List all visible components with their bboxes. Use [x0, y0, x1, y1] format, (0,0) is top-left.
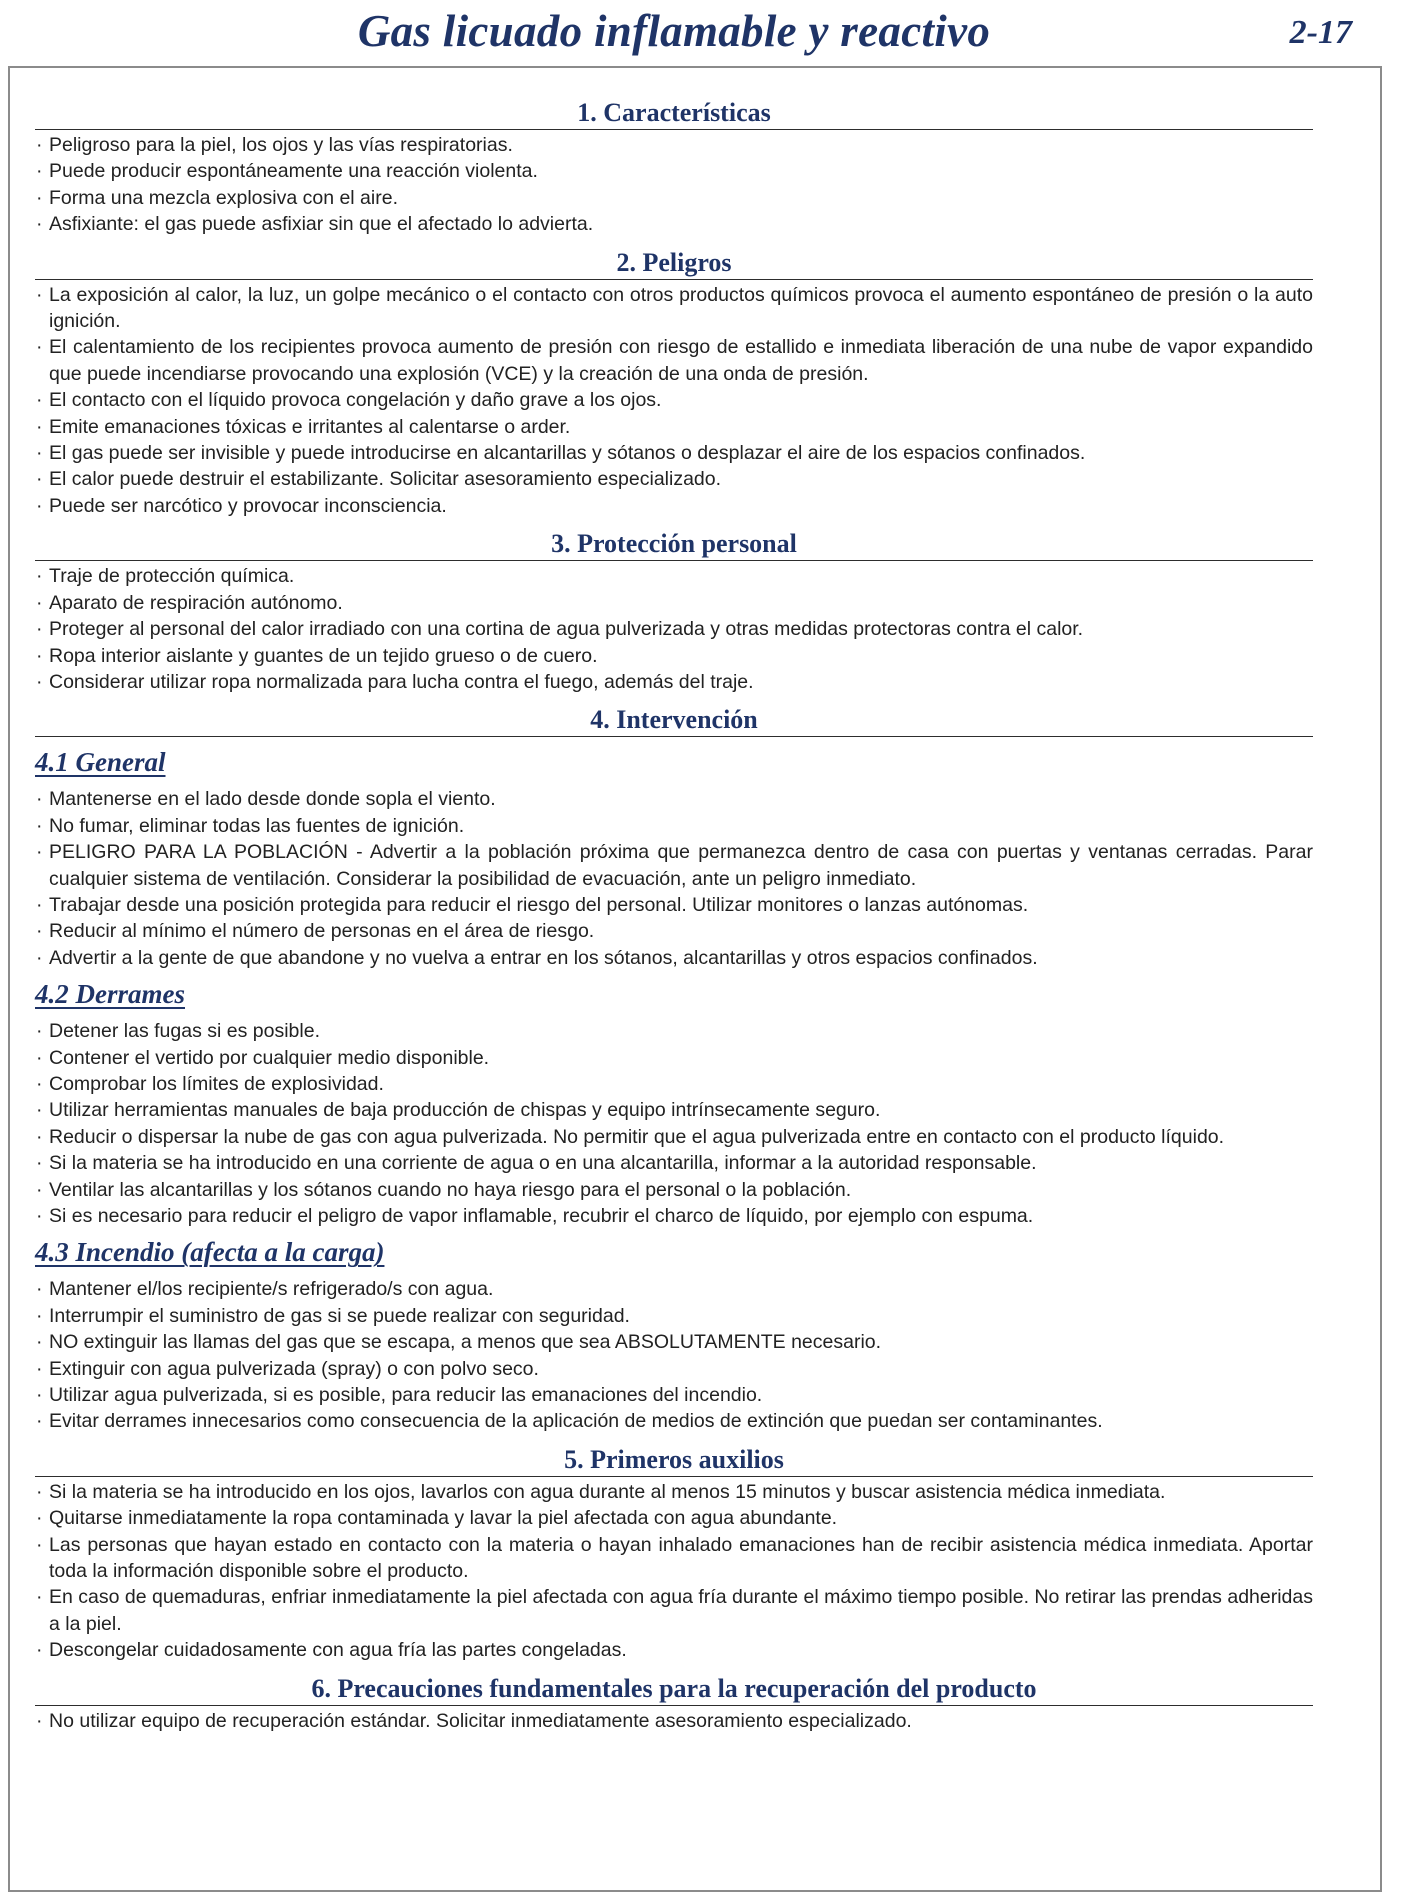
list-item: · El contacto con el líquido provoca congelación y daño grave a los ojos.	[35, 387, 1313, 413]
list-item: · Descongelar cuidadosamente con agua fría las partes congeladas.	[35, 1637, 1313, 1663]
list-item: · Advertir a la gente de que abandone y no vuelva a entrar en los sótanos, alcantarillas y otros espacios confinados.	[35, 945, 1313, 971]
list-item: · Quitarse inmediatamente la ropa contaminada y lavar la piel afectada con agua abundante.	[35, 1505, 1313, 1531]
list-item: · Ventilar las alcantarillas y los sótanos cuando no haya riesgo para el personal o la población.	[35, 1177, 1313, 1203]
subsection-general	[35, 745, 1313, 971]
list-item: · Traje de protección química.	[35, 563, 1313, 589]
list-item: · Peligroso para la piel, los ojos y las vías respiratorias.	[35, 132, 1313, 158]
section-precauciones-recuperacion	[35, 1675, 1313, 1734]
section-list	[35, 1708, 1313, 1734]
page-number: 2-17	[1289, 14, 1352, 51]
document-title: Gas licuado inflamable y reactivo	[357, 6, 991, 56]
list-item: · Ropa interior aislante y guantes de un tejido grueso o de cuero.	[35, 643, 1313, 669]
list-item: · Asfixiante: el gas puede asfixiar sin que el afectado lo advierta.	[35, 211, 1313, 237]
list-item: · Forma una mezcla explosiva con el aire.	[35, 185, 1313, 211]
list-item: · Puede ser narcótico y provocar inconsciencia.	[35, 493, 1313, 519]
list-item: · El calor puede destruir el estabilizante. Solicitar asesoramiento especializado.	[35, 466, 1313, 492]
subsection-heading: 4.2 Derrames	[35, 979, 185, 1010]
list-item: · PELIGRO PARA LA POBLACIÓN - Advertir a la población próxima que permanezca dentro de casa con puertas y ventanas cerradas. Parar cualquier sistema de ventilación. Considerar la posibilidad de evacuación, ante un peligro inmediato.	[35, 839, 1313, 892]
list-item: · Comprobar los límites de explosividad.	[35, 1071, 1313, 1097]
list-item: · Las personas que hayan estado en contacto con la materia o hayan inhalado emanaciones han de recibir asistencia médica inmediata. Aportar toda la información disponible sobre el producto.	[35, 1532, 1313, 1585]
list-item: · Contener el vertido por cualquier medio disponible.	[35, 1045, 1313, 1071]
list-item: · Detener las fugas si es posible.	[35, 1018, 1313, 1044]
section-list	[35, 132, 1313, 238]
list-item: · Evitar derrames innecesarios como consecuencia de la aplicación de medios de extinción que puedan ser contaminantes.	[35, 1408, 1313, 1434]
subsection-list	[35, 1018, 1313, 1229]
section-peligros	[35, 249, 1313, 520]
page-header	[0, 0, 1408, 62]
section-list	[35, 563, 1313, 695]
list-item: · Interrumpir el suministro de gas si se puede realizar con seguridad.	[35, 1303, 1313, 1329]
list-item: · Reducir al mínimo el número de personas en el área de riesgo.	[35, 918, 1313, 944]
list-item: · Reducir o dispersar la nube de gas con agua pulverizada. No permitir que el agua pulverizada entre en contacto con el producto líquido.	[35, 1124, 1313, 1150]
section-heading: 3. Protección personal	[35, 530, 1313, 561]
list-item: · Proteger al personal del calor irradiado con una cortina de agua pulverizada y otras medidas protectoras contra el calor.	[35, 616, 1313, 642]
list-item: · El gas puede ser invisible y puede introducirse en alcantarillas y sótanos o desplazar el aire de los espacios confinados.	[35, 440, 1313, 466]
subsection-derrames	[35, 977, 1313, 1229]
list-item: · El calentamiento de los recipientes provoca aumento de presión con riesgo de estallido e inmediata liberación de una nube de vapor expandido que puede incendiarse provocando una explosión (VCE) y la creación de una onda de presión.	[35, 334, 1313, 387]
section-proteccion-personal	[35, 530, 1313, 695]
list-item: · Trabajar desde una posición protegida para reducir el riesgo del personal. Utilizar monitores o lanzas autónomas.	[35, 892, 1313, 918]
document-body	[35, 99, 1313, 1734]
list-item: · Si la materia se ha introducido en los ojos, lavarlos con agua durante al menos 15 minutos y buscar asistencia médica inmediata.	[35, 1479, 1313, 1505]
list-item: · Utilizar agua pulverizada, si es posible, para reducir las emanaciones del incendio.	[35, 1382, 1313, 1408]
section-list	[35, 1479, 1313, 1664]
section-heading: 5. Primeros auxilios	[35, 1446, 1313, 1477]
list-item: · NO extinguir las llamas del gas que se escapa, a menos que sea ABSOLUTAMENTE necesario.	[35, 1329, 1313, 1355]
section-heading: 1. Características	[35, 99, 1313, 130]
section-heading: 2. Peligros	[35, 249, 1313, 280]
list-item: · Extinguir con agua pulverizada (spray) o con polvo seco.	[35, 1356, 1313, 1382]
list-item: · La exposición al calor, la luz, un golpe mecánico o el contacto con otros productos químicos provoca el aumento espontáneo de presión o la auto ignición.	[35, 282, 1313, 335]
section-heading: 4. Intervención	[35, 706, 1313, 737]
list-item: · Aparato de respiración autónomo.	[35, 590, 1313, 616]
subsection-heading: 4.1 General	[35, 747, 166, 778]
list-item: · Mantener el/los recipiente/s refrigerado/s con agua.	[35, 1276, 1313, 1302]
list-item: · Mantenerse en el lado desde donde sopla el viento.	[35, 786, 1313, 812]
list-item: · No fumar, eliminar todas las fuentes de ignición.	[35, 813, 1313, 839]
section-intervencion	[35, 706, 1313, 1435]
list-item: · Emite emanaciones tóxicas e irritantes al calentarse o arder.	[35, 414, 1313, 440]
subsection-list	[35, 786, 1313, 971]
list-item: · No utilizar equipo de recuperación estándar. Solicitar inmediatamente asesoramiento especializado.	[35, 1708, 1313, 1734]
subsection-incendio	[35, 1235, 1313, 1434]
section-primeros-auxilios	[35, 1446, 1313, 1664]
section-list	[35, 282, 1313, 520]
list-item: · Utilizar herramientas manuales de baja producción de chispas y equipo intrínsecamente seguro.	[35, 1097, 1313, 1123]
list-item: · Considerar utilizar ropa normalizada para lucha contra el fuego, además del traje.	[35, 669, 1313, 695]
list-item: · En caso de quemaduras, enfriar inmediatamente la piel afectada con agua fría durante el máximo tiempo posible. No retirar las prendas adheridas a la piel.	[35, 1584, 1313, 1637]
subsection-heading: 4.3 Incendio (afecta a la carga)	[35, 1237, 385, 1268]
section-heading: 6. Precauciones fundamentales para la recuperación del producto	[35, 1675, 1313, 1706]
subsection-list	[35, 1276, 1313, 1434]
section-caracteristicas	[35, 99, 1313, 238]
list-item: · Si es necesario para reducir el peligro de vapor inflamable, recubrir el charco de líquido, por ejemplo con espuma.	[35, 1203, 1313, 1229]
list-item: · Si la materia se ha introducido en una corriente de agua o en una alcantarilla, informar a la autoridad responsable.	[35, 1150, 1313, 1176]
list-item: · Puede producir espontáneamente una reacción violenta.	[35, 158, 1313, 184]
